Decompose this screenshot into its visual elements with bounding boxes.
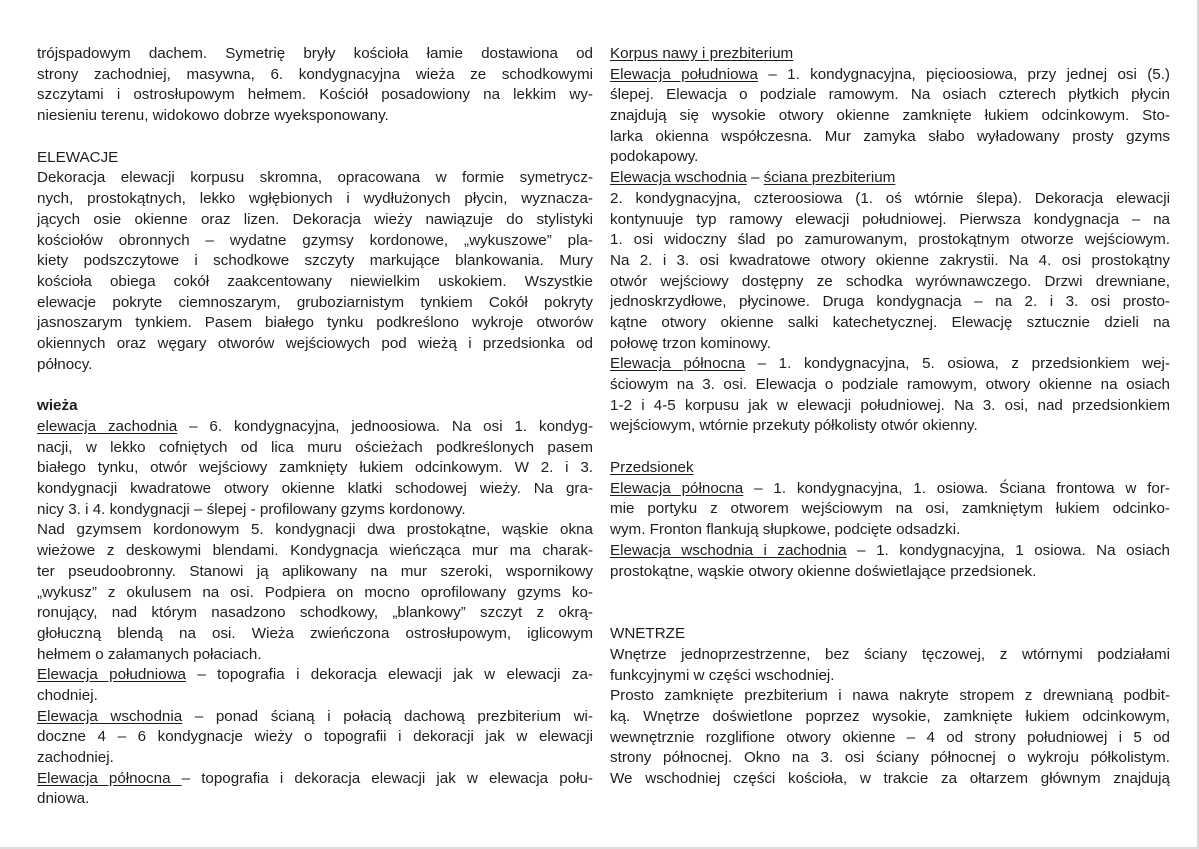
text-line: We wschodniej części kościoła, w trakcie za ołtarzem głównym znajdują xyxy=(610,770,1170,787)
text-line: kontynuuje typ ramowy elewacji południowej. Pierwsza kondygnacja – na xyxy=(610,210,1170,228)
text-line: 1. osi widoczny ślad po zamurowanym, prostokątnym otworze wejściowym. xyxy=(610,231,1170,249)
text-line: dniowa. xyxy=(37,790,90,808)
section-label: Elewacja wschodnia xyxy=(37,707,183,725)
section-label: Elewacja północna xyxy=(610,355,746,373)
text-line: ter pseudoobronny. Stanowi ją aplikowany na mur szeroki, wspornikowy xyxy=(37,562,593,580)
text-run: – 1. kondygnacyjna, 1. osiowa. Ściana frontowa w for- xyxy=(743,479,1170,497)
text-line xyxy=(37,707,593,728)
text-line: kątne otwory okienne salki katechetycznej. Elewację sztucznie dzieli na xyxy=(610,313,1170,331)
text-run: – ponad ścianą i połacią dachową prezbiterium wi- xyxy=(182,707,593,725)
wnetrze-heading: WNETRZE xyxy=(610,625,686,643)
wieza-polnocna-paragraph xyxy=(37,769,593,810)
korpus-poludniowa-paragraph xyxy=(610,65,1170,168)
text-line xyxy=(610,65,1170,86)
text-line: niesieniu terenu, widokowo dobrze wyeksponowany. xyxy=(37,107,389,125)
text-line: białego tynku, otwór wejściowy zamknięty łukiem odcinkowym. W 2. i 3. xyxy=(37,459,593,477)
spacer xyxy=(37,127,593,148)
text-line: głołuczną blendą na osi. Wieża zwieńczona ostrosłupowym, iglicowym xyxy=(37,624,593,642)
elewacje-paragraph xyxy=(37,168,593,375)
text-line: 1-2 i 4-5 korpusu jak w elewacji południowej. Na 3. osi, nad przedsionkiem xyxy=(610,396,1170,414)
text-run: – 6. kondygnacyjna, jednoosiowa. Na osi 1. kondyg- xyxy=(177,418,593,435)
text-line: znajdują się wysokie otwory okienne zamknięte łukiem odcinkowym. Sto- xyxy=(610,107,1170,125)
text-run: – topografia i dekoracja elewacji jak w elewacji za- xyxy=(185,666,593,684)
text-line: jących osie okienne oraz lizen. Dekoracja wieży nawiązuje do stylistyki xyxy=(37,210,593,228)
text-line: nych, prostokątnych, lekko wgłębionych i wydłużonych płycin, wyznacza- xyxy=(37,190,593,208)
text-line: „wykusz” z okulusem na osi. Podpiera on mocno oprofilowany gzyms ko- xyxy=(37,583,593,601)
przedsionek-polnocna-paragraph xyxy=(610,479,1170,541)
text-line: hełmem o załamanych połaciach. xyxy=(37,645,262,663)
text-line: Na 2. i 3. osi kwadratowe otwory okienne zakrystii. Na 4. osi prostokątny xyxy=(610,251,1170,269)
text-line: Wnętrze jednoprzestrzenne, bez ściany tęczowej, z wtórnymi podziałami xyxy=(610,645,1170,663)
text-run: – topografia i dekoracja elewacji jak w elewacja połu- xyxy=(181,769,593,787)
korpus-heading: Korpus nawy i prezbiterium xyxy=(610,45,794,62)
text-line: Prosto zamknięte prezbiterium i nawa nakryte stropem z drewnianą podbit- xyxy=(610,687,1170,705)
text-line: zachodniej. xyxy=(37,749,114,766)
text-line: chodniej. xyxy=(37,686,98,704)
text-line: Dekoracja elewacji korpusu skromna, opracowana w formie symetrycz- xyxy=(37,169,593,187)
text-line: wym. Fronton flankują słupkowe, podcięte odsadzki. xyxy=(610,521,961,539)
text-line: ściowym na 3. osi. Elewacja o podziale ramowym, otwory okienne na osiach xyxy=(610,376,1170,393)
intro-paragraph xyxy=(37,44,593,127)
text-line: nicy 3. i 4. kondygnacji – ślepej - profilowany gzyms kordonowy. xyxy=(37,500,466,518)
text-line: trójspadowym dachem. Symetrię bryły kościoła łamie dostawiona od xyxy=(37,45,593,62)
section-label: Elewacja południowa xyxy=(37,666,186,684)
przedsionek-wsch-zach-paragraph xyxy=(610,541,1170,582)
text-line: mie portyku z otworem wejściowym na osi, zamkniętym łukiem odcinko- xyxy=(610,500,1170,518)
text-line xyxy=(37,665,593,686)
text-line xyxy=(37,417,593,438)
text-line: jasnoszarym tynkiem. Pasem białego tynku podkreślono wykroje otworów xyxy=(37,314,593,332)
section-label: elewacja zachodnia xyxy=(37,418,178,435)
text-line: ronujący, nad którym nasadzono schodkowy, „blankowy” szczyt z okrą- xyxy=(37,604,593,622)
text-line xyxy=(610,479,1170,500)
section-label: Elewacja północna xyxy=(37,769,182,787)
text-line xyxy=(610,354,1170,375)
wieza-heading: wieża xyxy=(37,397,78,415)
section-sublabel: ściana prezbiterium xyxy=(763,169,896,187)
text-line xyxy=(610,168,1170,189)
text-line: 2. kondygnacyjna, czteroosiowa (1. oś wtórnie ślepa). Dekoracja elewacji xyxy=(610,189,1170,207)
text-line: Nad gzymsem kordonowym 5. kondygnacji dwa prostokątne, wąskie okna xyxy=(37,521,593,539)
text-line: kiety podszczytowe i schodkowe szczyty markujące blankowania. Mury xyxy=(37,252,593,270)
text-run: – xyxy=(746,169,764,187)
text-line: elewacje pokryte ciemnoszarym, gruboziarnistym tynkiem Cokół pokryty xyxy=(37,293,593,311)
text-line: ślepej. Elewacja o podziale ramowym. Na osiach czterech płytkich płycin xyxy=(610,86,1170,104)
przedsionek-heading: Przedsionek xyxy=(610,459,694,477)
text-line: ką. Wnętrze doświetlone poprzez wysokie, zamknięte łukiem odcinkowym, xyxy=(610,707,1170,725)
text-line: larka okienna współczesna. Mur zamyka słabo wyładowany prosty gzyms xyxy=(610,127,1170,145)
text-line: wieżowe z deskowymi blendami. Kondygnacja wieńcząca mur ma charak- xyxy=(37,542,593,560)
spacer xyxy=(610,437,1170,458)
text-line: kościoła obiega cokół zaakcentowany niewielkim uskokiem. Wszystkie xyxy=(37,272,593,290)
text-line: wewnętrznie rozglifione otwory okienne – 4 od strony południowej i 5 od xyxy=(610,728,1170,746)
text-line xyxy=(610,541,1170,562)
text-run: – 1. kondygnacyjna, 1 osiowa. Na osiach xyxy=(846,541,1170,559)
text-line: północy. xyxy=(37,355,93,373)
wieza-wschodnia-paragraph xyxy=(37,707,593,769)
text-line: okiennych oraz węgary otworów wejściowych pod wieżą i przedsionka od xyxy=(37,334,593,352)
text-run: – 1. kondygnacyjna, 5. osiowa, z przedsionkiem wej- xyxy=(745,355,1170,373)
section-label: Elewacja wschodnia i zachodnia xyxy=(610,541,847,559)
elewacje-heading: ELEWACJE xyxy=(37,148,119,166)
text-line: kondygnacji kwadratowe otwory okienne klatki schodowej wieży. Na gra- xyxy=(37,480,593,498)
section-label: Elewacja południowa xyxy=(610,65,758,83)
section-label: Elewacja północna xyxy=(610,479,744,497)
text-line: strony północnej. Okno na 3. osi ściany północnej o wykroju półkolistym. xyxy=(610,749,1170,767)
text-line: prostokątne, wąskie otwory okienne doświetlające przedsionek. xyxy=(610,562,1037,580)
right-column xyxy=(610,44,1170,790)
spacer xyxy=(37,375,593,396)
text-line: podokapowy. xyxy=(610,148,699,166)
text-line: kościołów obronnych – wydatne gzymsy kordonowe, „wykuszowe” pla- xyxy=(37,231,593,249)
text-run: – 1. kondygnacyjna, pięcioosiowa, przy jednej osi (5.) xyxy=(757,65,1170,83)
text-line: funkcyjnymi w części wschodniej. xyxy=(610,666,835,684)
text-line: strony zachodniej, masywna, 6. kondygnacyjna wieża ze schodkowymi xyxy=(37,65,593,83)
wieza-zachodnia-paragraph xyxy=(37,417,593,665)
text-line: połowę trzon kominowy. xyxy=(610,334,771,352)
text-line: jednoskrzydłowe, płycinowe. Druga kondygnacja – na 2. i 3. osi prosto- xyxy=(610,293,1170,311)
text-line: otwór wejściowy dostępny ze schodka wyrównawczego. Drzwi drewniane, xyxy=(610,272,1170,290)
spacer xyxy=(610,582,1170,624)
left-column xyxy=(37,44,593,810)
section-label: Elewacja wschodnia xyxy=(610,169,747,187)
text-line: wejściowym, wtórnie przekuty półkolisty otwór okienny. xyxy=(610,417,978,435)
wieza-poludniowa-paragraph xyxy=(37,665,593,706)
text-line: nacji, w lekko cofniętych od lica muru ościeżach podkreślonych pasem xyxy=(37,438,593,456)
text-line xyxy=(37,769,593,790)
korpus-polnocna-paragraph xyxy=(610,354,1170,437)
korpus-wschodnia-paragraph xyxy=(610,168,1170,354)
text-line: szczytami i ostrosłupowym hełmem. Kościół posadowiony na lekkim wy- xyxy=(37,86,593,104)
text-line: doczne 4 – 6 kondygnacje wieży o topografii i dekoracji jak w elewacji xyxy=(37,728,593,746)
wnetrze-paragraph xyxy=(610,645,1170,790)
